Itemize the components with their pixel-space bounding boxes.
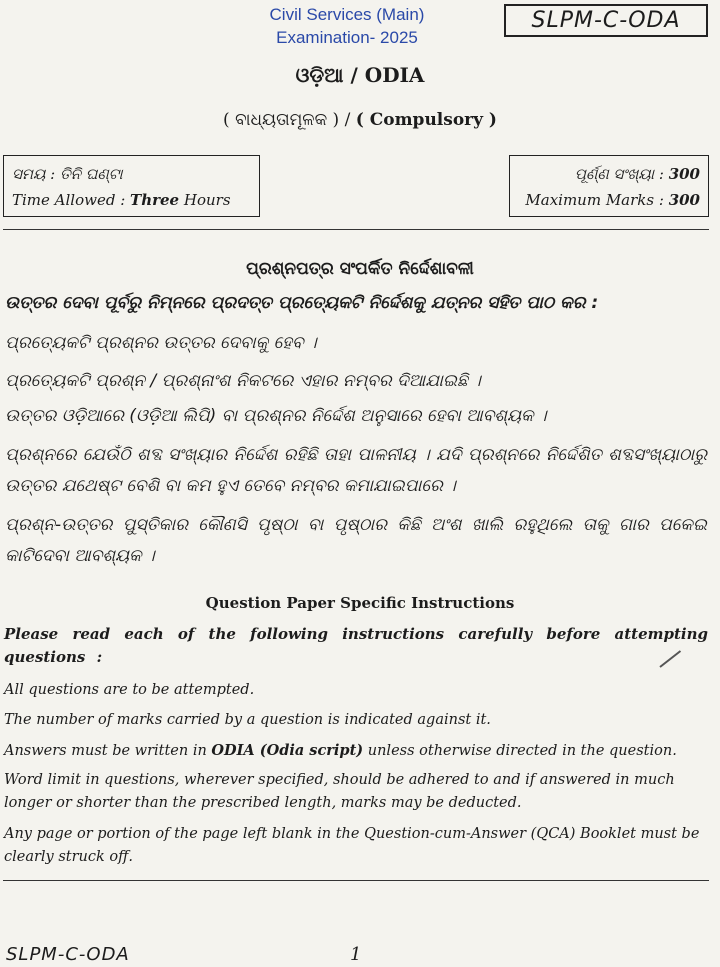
- divider-bottom: [3, 880, 709, 881]
- marks-odia-label: ପୂର୍ଣ୍ଣ ସଂଖ୍ୟା :: [574, 165, 669, 183]
- time-odia: ସମୟ : ତିନି ଘଣ୍ଟା: [12, 165, 123, 183]
- time-label: Time Allowed :: [12, 191, 131, 209]
- odia-instructions-intro: ଉତ୍ତର ଦେବା ପୂର୍ବରୁ ନିମ୍ନରେ ପ୍ରଦତ୍ତ ପ୍ରତ୍ୟେକଟି ନିର୍ଦ୍ଦେଶକୁ ଯତ୍ନର ସହିତ ପାଠ କର :: [5, 293, 599, 313]
- time-english: [12, 187, 251, 213]
- item3-pre: Answers must be written in: [4, 743, 212, 759]
- english-instruction-item: Any page or portion of the page left blank in the Question-cum-Answer (QCA) Booklet must be clearly struck off.: [4, 826, 700, 865]
- odia-instructions-heading: ପ୍ରଶ୍ନପତ୍ର ସଂପର୍କିତ ନିର୍ଦ୍ଦେଶାବଳୀ: [246, 259, 474, 279]
- marks-odia: [518, 161, 700, 187]
- time-allowed-box: [3, 155, 260, 217]
- compulsory-odia: ( ବାଧ୍ୟତାମୂଳକ ): [223, 110, 340, 130]
- time-value: Three: [130, 191, 180, 209]
- odia-instruction-item: ପ୍ରତ୍ୟେକଟି ପ୍ରଶ୍ନର ଉତ୍ତର ଦେବାକୁ ହେବ ।: [5, 333, 317, 353]
- time-suffix: Hours: [179, 191, 231, 209]
- compulsory-line: [0, 110, 720, 130]
- exam-name: [262, 3, 432, 49]
- odia-instruction-item: ପ୍ରଶ୍ନରେ ଯେଉଁଠି ଶବ୍ଦ ସଂଖ୍ୟାର ନିର୍ଦ୍ଦେଶ ରହିଛି ତାହା ପାଳନୀୟ । ଯଦି ପ୍ରଶ୍ନରେ ନିର୍ଦ୍ଦେଶିତ ଶବ୍ଦସଂଖ୍ୟାଠାରୁ ଉତ୍ତର ଯଥେଷ୍ଟ ବେଶି ବା କମ ହୁଏ ତେବେ ନମ୍ବର କମାଯାଇପାରେ ।: [5, 445, 707, 496]
- page-number: 1: [350, 944, 362, 965]
- english-instruction-item: All questions are to be attempted.: [4, 682, 255, 698]
- divider-top: [3, 229, 709, 230]
- exam-name-line2: Examination- 2025: [276, 28, 418, 47]
- maximum-marks-box: [509, 155, 709, 217]
- english-instructions-intro: Please read each of the following instructions carefully before attempting questions :: [4, 625, 708, 666]
- footer-paper-code: SLPM-C-ODA: [6, 944, 130, 965]
- english-instruction-item: The number of marks carried by a question is indicated against it.: [4, 712, 491, 728]
- exam-name-line1: Civil Services (Main): [269, 5, 425, 24]
- item3-bold: ODIA (Odia script): [211, 742, 364, 759]
- marks-odia-value: 300: [668, 165, 700, 183]
- odia-instruction-item: ଉତ୍ତର ଓଡ଼ିଆରେ (ଓଡ଼ିଆ ଲିପି) ବା ପ୍ରଶ୍ନର ନିର୍ଦ୍ଦେଶ ଅନୁସାରେ ହେବା ଆବଶ୍ୟକ ।: [5, 406, 547, 426]
- english-instruction-item: Word limit in questions, wherever specified, should be adhered to and if answered in much longer or shorter than the prescribed length, marks may be deducted.: [4, 772, 675, 811]
- item3-post: unless otherwise directed in the question.: [363, 743, 677, 759]
- marks-english: [518, 187, 700, 213]
- compulsory-english: ( Compulsory ): [355, 110, 497, 130]
- odia-instruction-item: ପ୍ରତ୍ୟେକଟି ପ୍ରଶ୍ନ / ପ୍ରଶ୍ନାଂଶ ନିକଟରେ ଏହାର ନମ୍ବର ଦିଆଯାଇଛି ।: [5, 371, 481, 391]
- compulsory-separator: /: [339, 110, 356, 130]
- marks-label: Maximum Marks :: [525, 191, 669, 209]
- odia-instruction-item: ପ୍ରଶ୍ନ-ଉତ୍ତର ପୁସ୍ତିକାର କୌଣସି ପୃଷ୍ଠା ବା ପୃଷ୍ଠାର କିଛି ଅଂଶ ଖାଲି ରହୁଥିଲେ ତାକୁ ଗାର ପକେଇ କାଟିଦେବା ଆବଶ୍ୟକ ।: [5, 515, 707, 566]
- paper-code-box: [504, 4, 708, 37]
- english-instructions-heading: Question Paper Specific Instructions: [205, 594, 515, 612]
- paper-code: SLPM-C-ODA: [531, 8, 681, 33]
- marks-value: 300: [668, 191, 700, 209]
- english-instruction-item: [4, 739, 708, 763]
- subject-title: ଓଡ଼ିଆ / ODIA: [295, 63, 425, 87]
